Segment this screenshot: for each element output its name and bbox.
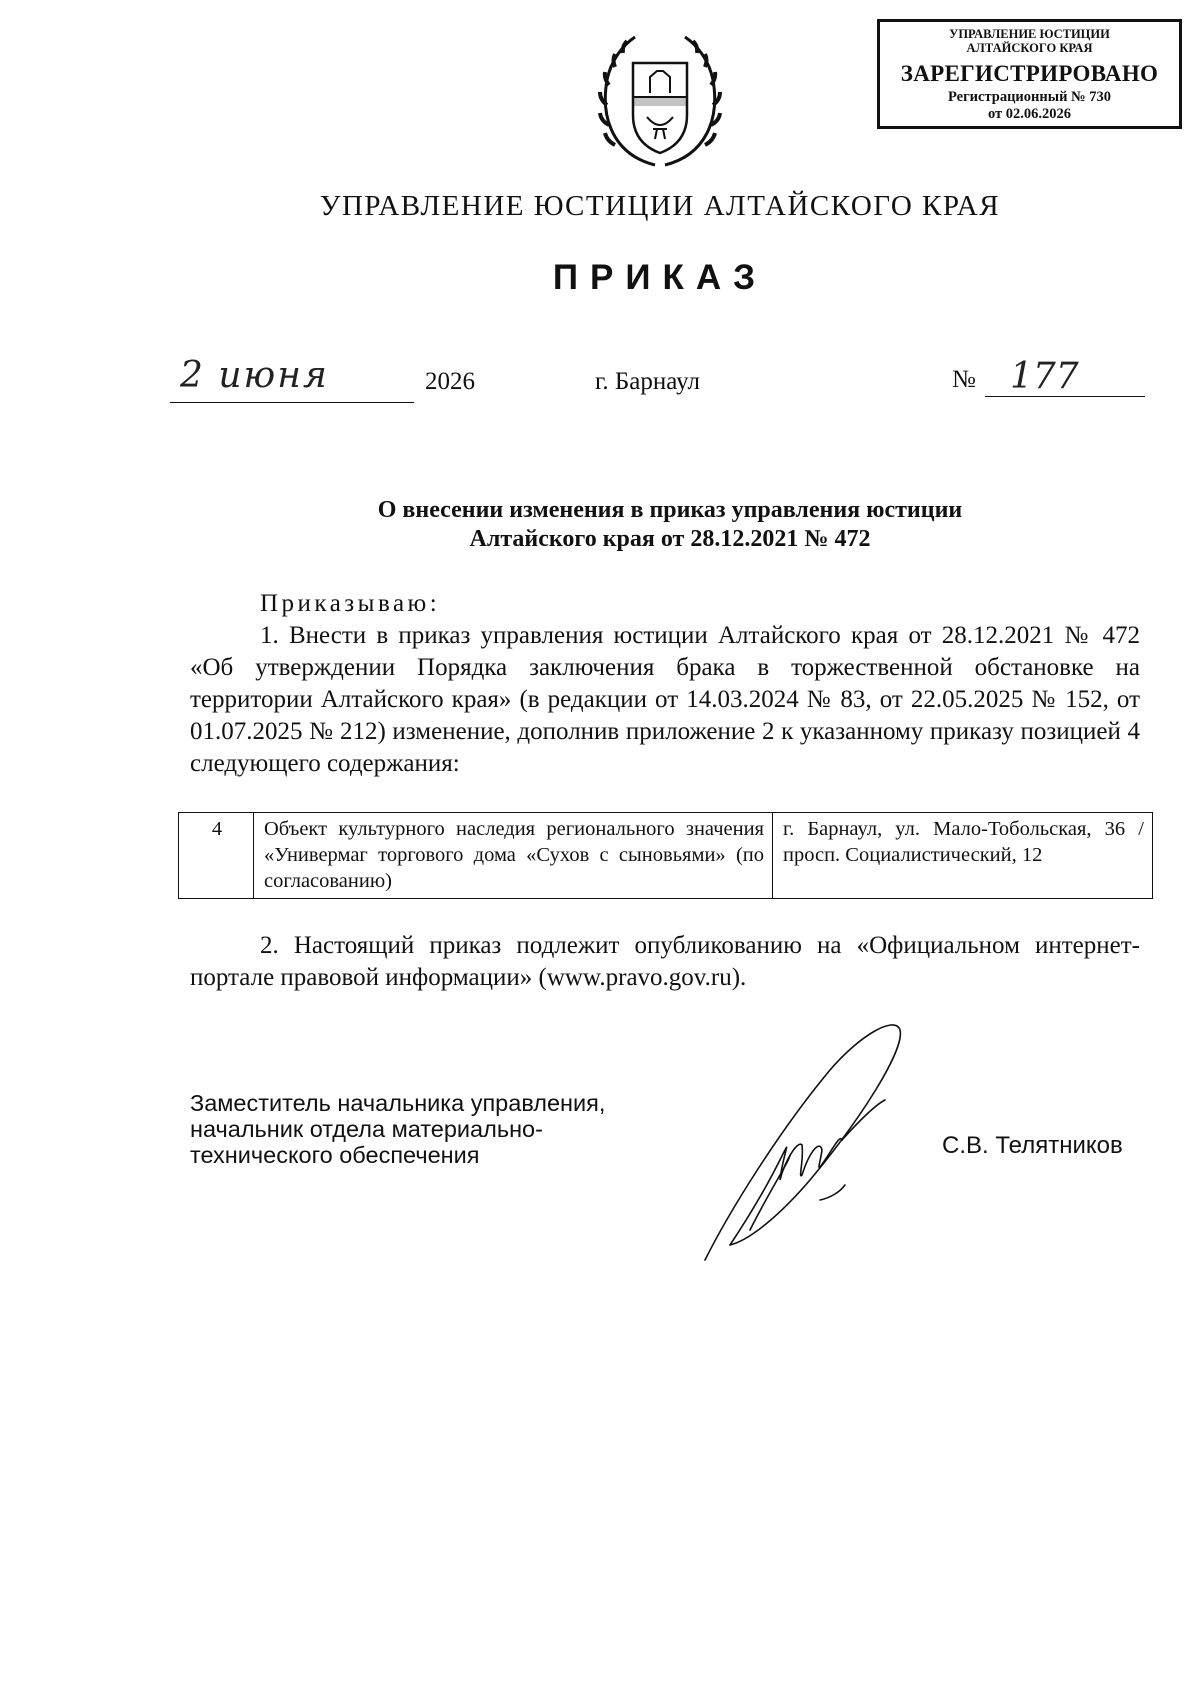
signatory-name: С.В. Телятников [942, 1132, 1123, 1159]
stamp-org-line1: УПРАВЛЕНИЕ ЮСТИЦИИ [949, 27, 1110, 41]
stamp-reg-number: Регистрационный № 730 [947, 88, 1111, 105]
paragraph-1: 1. Внести в приказ управления юстиции Алтайского края от 28.12.2021 № 472 «Об утверждении Порядка заключения брака в торжественной обстановке на территории Алтайского края» (в редакции от 14.03.2024 № 83, от 22.05.2025 № 152, от 01.07.2025 № 212) изменение, дополнив приложение 2 к указанному приказу позицией 4 следующего содержания: [190, 622, 1140, 777]
amendment-table [178, 812, 1153, 899]
stamp-reg-date: от 02.06.2026 [987, 105, 1072, 122]
date-year: 2026 [425, 368, 475, 395]
order-word: Приказываю: [260, 590, 441, 617]
number-underline [985, 396, 1145, 397]
document-subject [280, 496, 1060, 554]
table-row [179, 813, 1153, 899]
stamp-status: ЗАРЕГИСТРИРОВАНО [900, 60, 1159, 86]
table-cell-number: 4 [179, 813, 254, 899]
subject-line2: Алтайского края от 28.12.2021 № 472 [469, 526, 871, 552]
coat-of-arms-icon [595, 25, 725, 175]
position-line1: Заместитель начальника управления, [190, 1090, 606, 1116]
paragraph-2: 2. Настоящий приказ подлежит опубликованию на «Официальном интернет-портале правовой информации» (www.pravo.gov.ru). [190, 932, 1140, 991]
number-handwritten: 177 [1010, 356, 1079, 397]
city: г. Барнаул [595, 368, 700, 395]
table-cell-object: Объект культурного наследия регионального значения «Универмаг торгового дома «Сухов с сыновьями» (по согласованию) [254, 813, 773, 899]
table-cell-address: г. Барнаул, ул. Мало-Тобольская, 36 / просп. Социалистический, 12 [773, 813, 1153, 899]
number-sign: № [952, 366, 976, 393]
handwritten-signature-icon [690, 1010, 950, 1280]
date-handwritten: 2 июня [180, 355, 329, 396]
stamp-org-line2: АЛТАЙСКОГО КРАЯ [966, 40, 1093, 55]
signatory-position [190, 1090, 605, 1168]
date-underline [170, 402, 414, 403]
registration-stamp [877, 19, 1182, 129]
subject-line1: О внесении изменения в приказ управления юстиции [377, 497, 963, 523]
stamp-organization [880, 28, 1179, 56]
organization-title: УПРАВЛЕНИЕ ЮСТИЦИИ АЛТАЙСКОГО КРАЯ [319, 190, 1001, 222]
document-type: ПРИКАЗ [552, 258, 768, 297]
position-line3: технического обеспечения [190, 1142, 480, 1168]
position-line2: начальник отдела материально- [190, 1116, 543, 1142]
